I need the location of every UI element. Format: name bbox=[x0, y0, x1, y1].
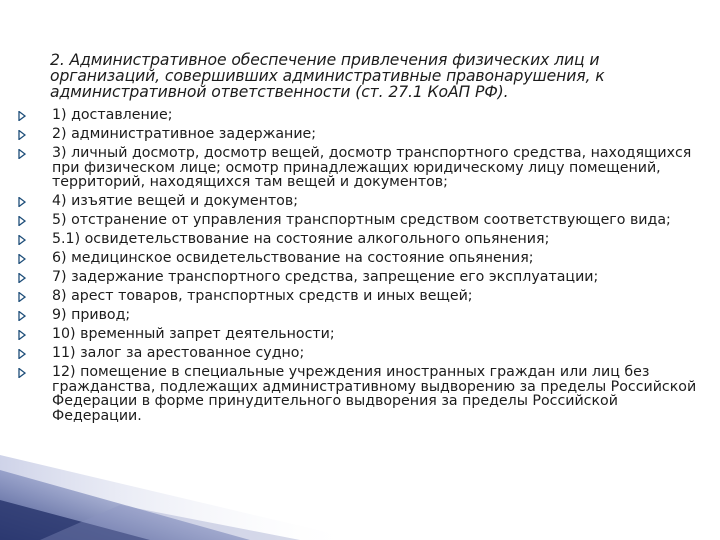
list-item-text: 1) доставление; bbox=[52, 107, 173, 123]
list-item bbox=[18, 308, 708, 323]
triangle-bullet-icon bbox=[18, 213, 46, 227]
list-item bbox=[18, 346, 708, 361]
list-item bbox=[18, 365, 708, 423]
list-item bbox=[18, 232, 708, 247]
list-item bbox=[18, 108, 708, 123]
list-item-text: 9) привод; bbox=[52, 307, 131, 324]
list-item-text: 11) залог за арестованное судно; bbox=[52, 345, 305, 362]
triangle-bullet-icon bbox=[18, 232, 46, 246]
list-item-text: 6) медицинское освидетельствование на состояние опьянения; bbox=[52, 250, 534, 267]
triangle-bullet-icon bbox=[18, 346, 46, 360]
list-item-text: 5.1) освидетельствование на состояние алкогольного опьянения; bbox=[52, 231, 550, 248]
measures-list bbox=[18, 108, 708, 428]
list-item bbox=[18, 194, 708, 209]
list-item bbox=[18, 146, 708, 190]
list-item-text: 8) арест товаров, транспортных средств и иных вещей; bbox=[52, 288, 473, 305]
triangle-bullet-icon bbox=[18, 365, 46, 379]
triangle-bullet-icon bbox=[18, 251, 46, 265]
triangle-bullet-icon bbox=[18, 270, 46, 284]
triangle-bullet-icon bbox=[18, 289, 46, 303]
list-item-text: 2) административное задержание; bbox=[52, 125, 317, 142]
triangle-bullet-icon bbox=[18, 127, 46, 141]
list-item-text: 3) личный досмотр, досмотр вещей, досмотр транспортного средства, находящихся при физическом лице; осмотр принадлежащих юридическому лицу помещений, территорий, находящихся там вещей и документов; bbox=[52, 144, 692, 191]
list-item bbox=[18, 270, 708, 285]
triangle-bullet-icon bbox=[18, 146, 46, 160]
list-item-text: 7) задержание транспортного средства, запрещение его эксплуатации; bbox=[52, 269, 599, 286]
list-item-text: 5) отстранение от управления транспортным средством соответствующего вида; bbox=[52, 212, 671, 229]
list-item bbox=[18, 127, 708, 142]
list-item bbox=[18, 289, 708, 304]
list-item-text: 10) временный запрет деятельности; bbox=[52, 326, 335, 343]
list-item bbox=[18, 213, 708, 228]
list-item bbox=[18, 251, 708, 266]
triangle-bullet-icon bbox=[18, 108, 46, 122]
list-item bbox=[18, 327, 708, 342]
triangle-bullet-icon bbox=[18, 194, 46, 208]
triangle-bullet-icon bbox=[18, 327, 46, 341]
list-item-text: 12) помещение в специальные учреждения иностранных граждан или лиц без гражданства, подлежащих административному выдворению за пределы Российской Федерации в форме принудительного выдворения за пределы Российской Федерации. bbox=[52, 364, 697, 424]
triangle-bullet-icon bbox=[18, 308, 46, 322]
slide-title: 2. Административное обеспечение привлечения физических лиц и организаций, совершивших административные правонарушения, к административной ответственности (ст. 27.1 КоАП РФ). bbox=[50, 51, 605, 101]
list-item-text: 4) изъятие вещей и документов; bbox=[52, 193, 299, 210]
